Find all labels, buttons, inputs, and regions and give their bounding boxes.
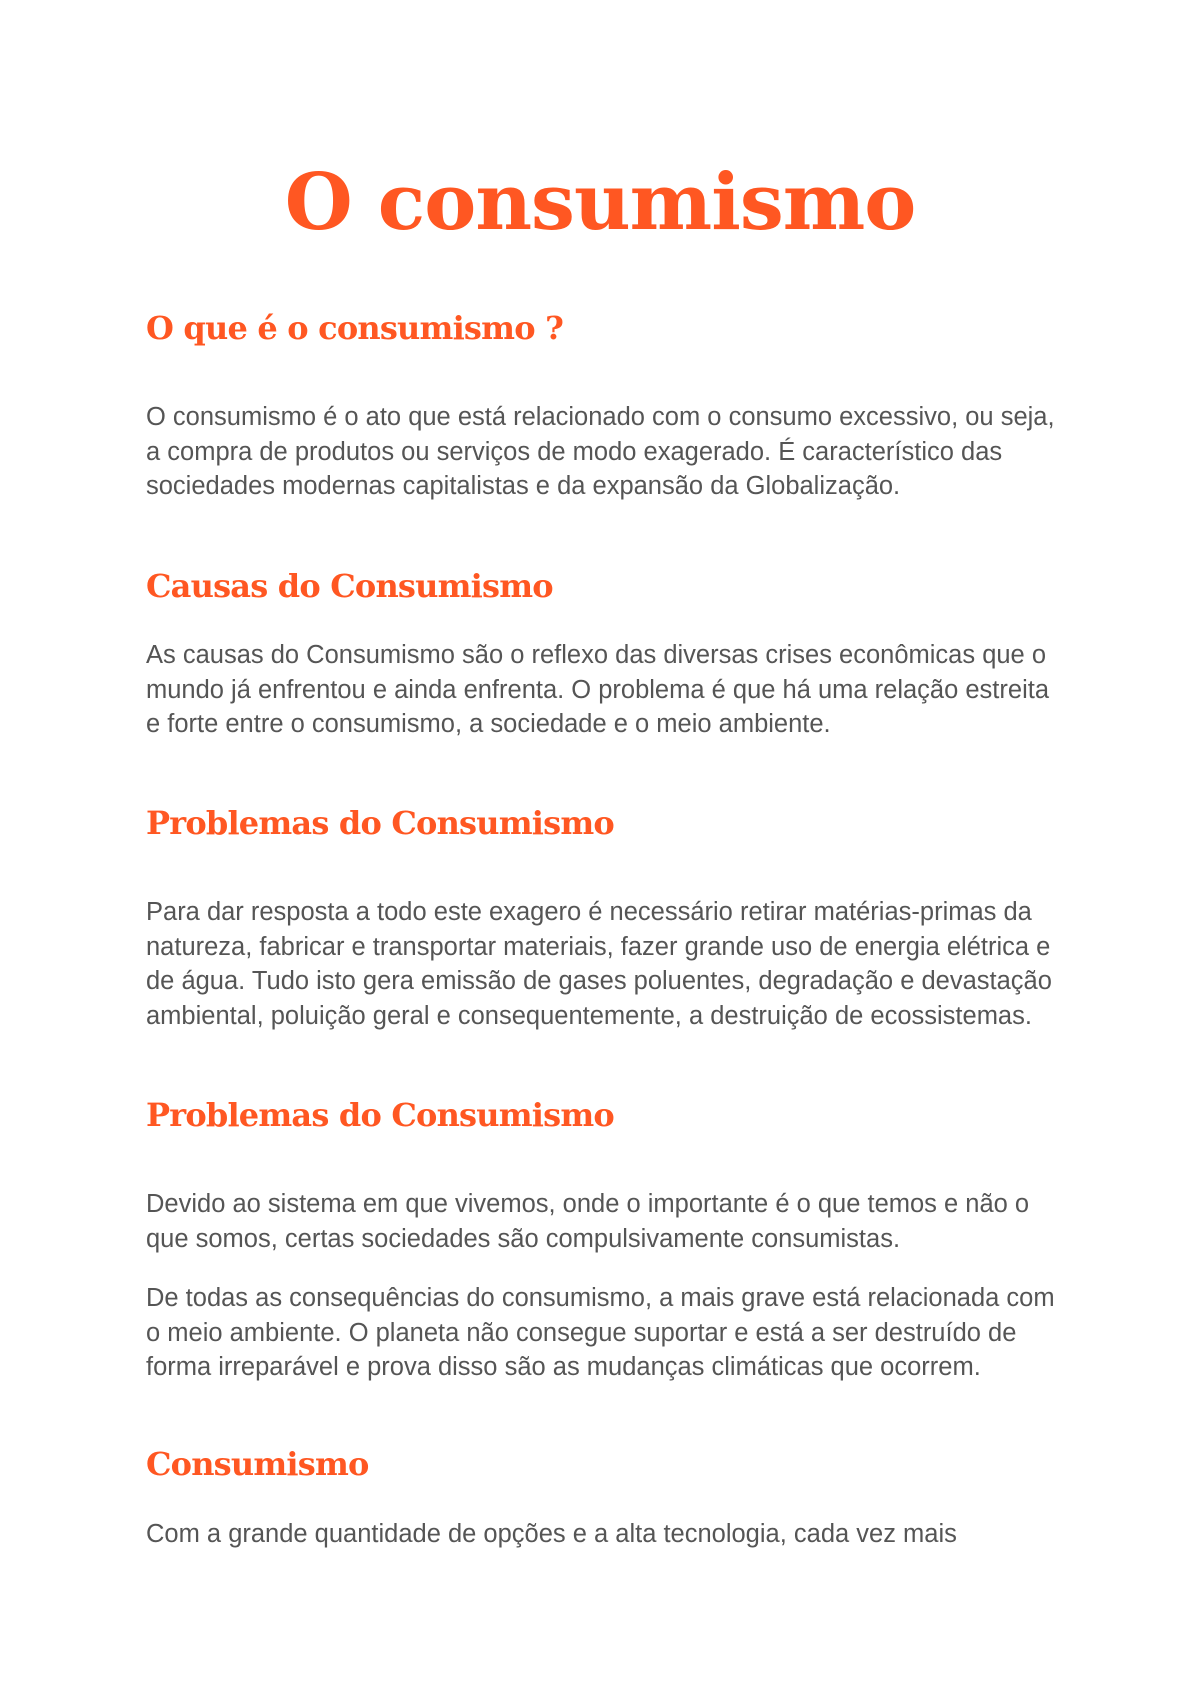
document-title: O consumismo (284, 157, 916, 248)
section-heading-problems-2: Problemas do Consumismo (146, 1096, 614, 1134)
section-heading-consumismo: Consumismo (146, 1445, 369, 1483)
section-paragraph-what-is: O consumismo é o ato que está relacionado com o consumo excessivo, ou seja, a compra de produtos ou serviços de modo exagerado. É característico das sociedades modernas capitalistas e da expansão da Globalização. (146, 403, 1055, 500)
section-heading-what-is: O que é o consumismo ? (146, 309, 564, 347)
section-heading-problems-1: Problemas do Consumismo (146, 804, 614, 842)
section-heading-causes: Causas do Consumismo (146, 567, 553, 605)
section-paragraph-problems-2a: Devido ao sistema em que vivemos, onde o importante é o que temos e não o que somos, certas sociedades são compulsivamente consumistas. (146, 1190, 1030, 1253)
section-paragraph-causes: As causas do Consumismo são o reflexo das diversas crises econômicas que o mundo já enfrentou e ainda enfrenta. O problema é que há uma relação estreita e forte entre o consumismo, a sociedade e o meio ambiente. (146, 641, 1049, 738)
section-paragraph-problems-1: Para dar resposta a todo este exagero é necessário retirar matérias-primas da natureza, fabricar e transportar materiais, fazer grande uso de energia elétrica e de água. Tudo isto gera emissão de gases poluentes, degradação e devastação ambiental, poluição geral e consequentemente, a destruição de ecossistemas. (146, 898, 1052, 1030)
section-paragraph-consumismo: Com a grande quantidade de opções e a alta tecnologia, cada vez mais (146, 1520, 957, 1548)
section-paragraph-problems-2b: De todas as consequências do consumismo, a mais grave está relacionada com o meio ambiente. O planeta não consegue suportar e está a ser destruído de forma irreparável e prova disso são as mudanças climáticas que ocorrem. (146, 1284, 1055, 1381)
